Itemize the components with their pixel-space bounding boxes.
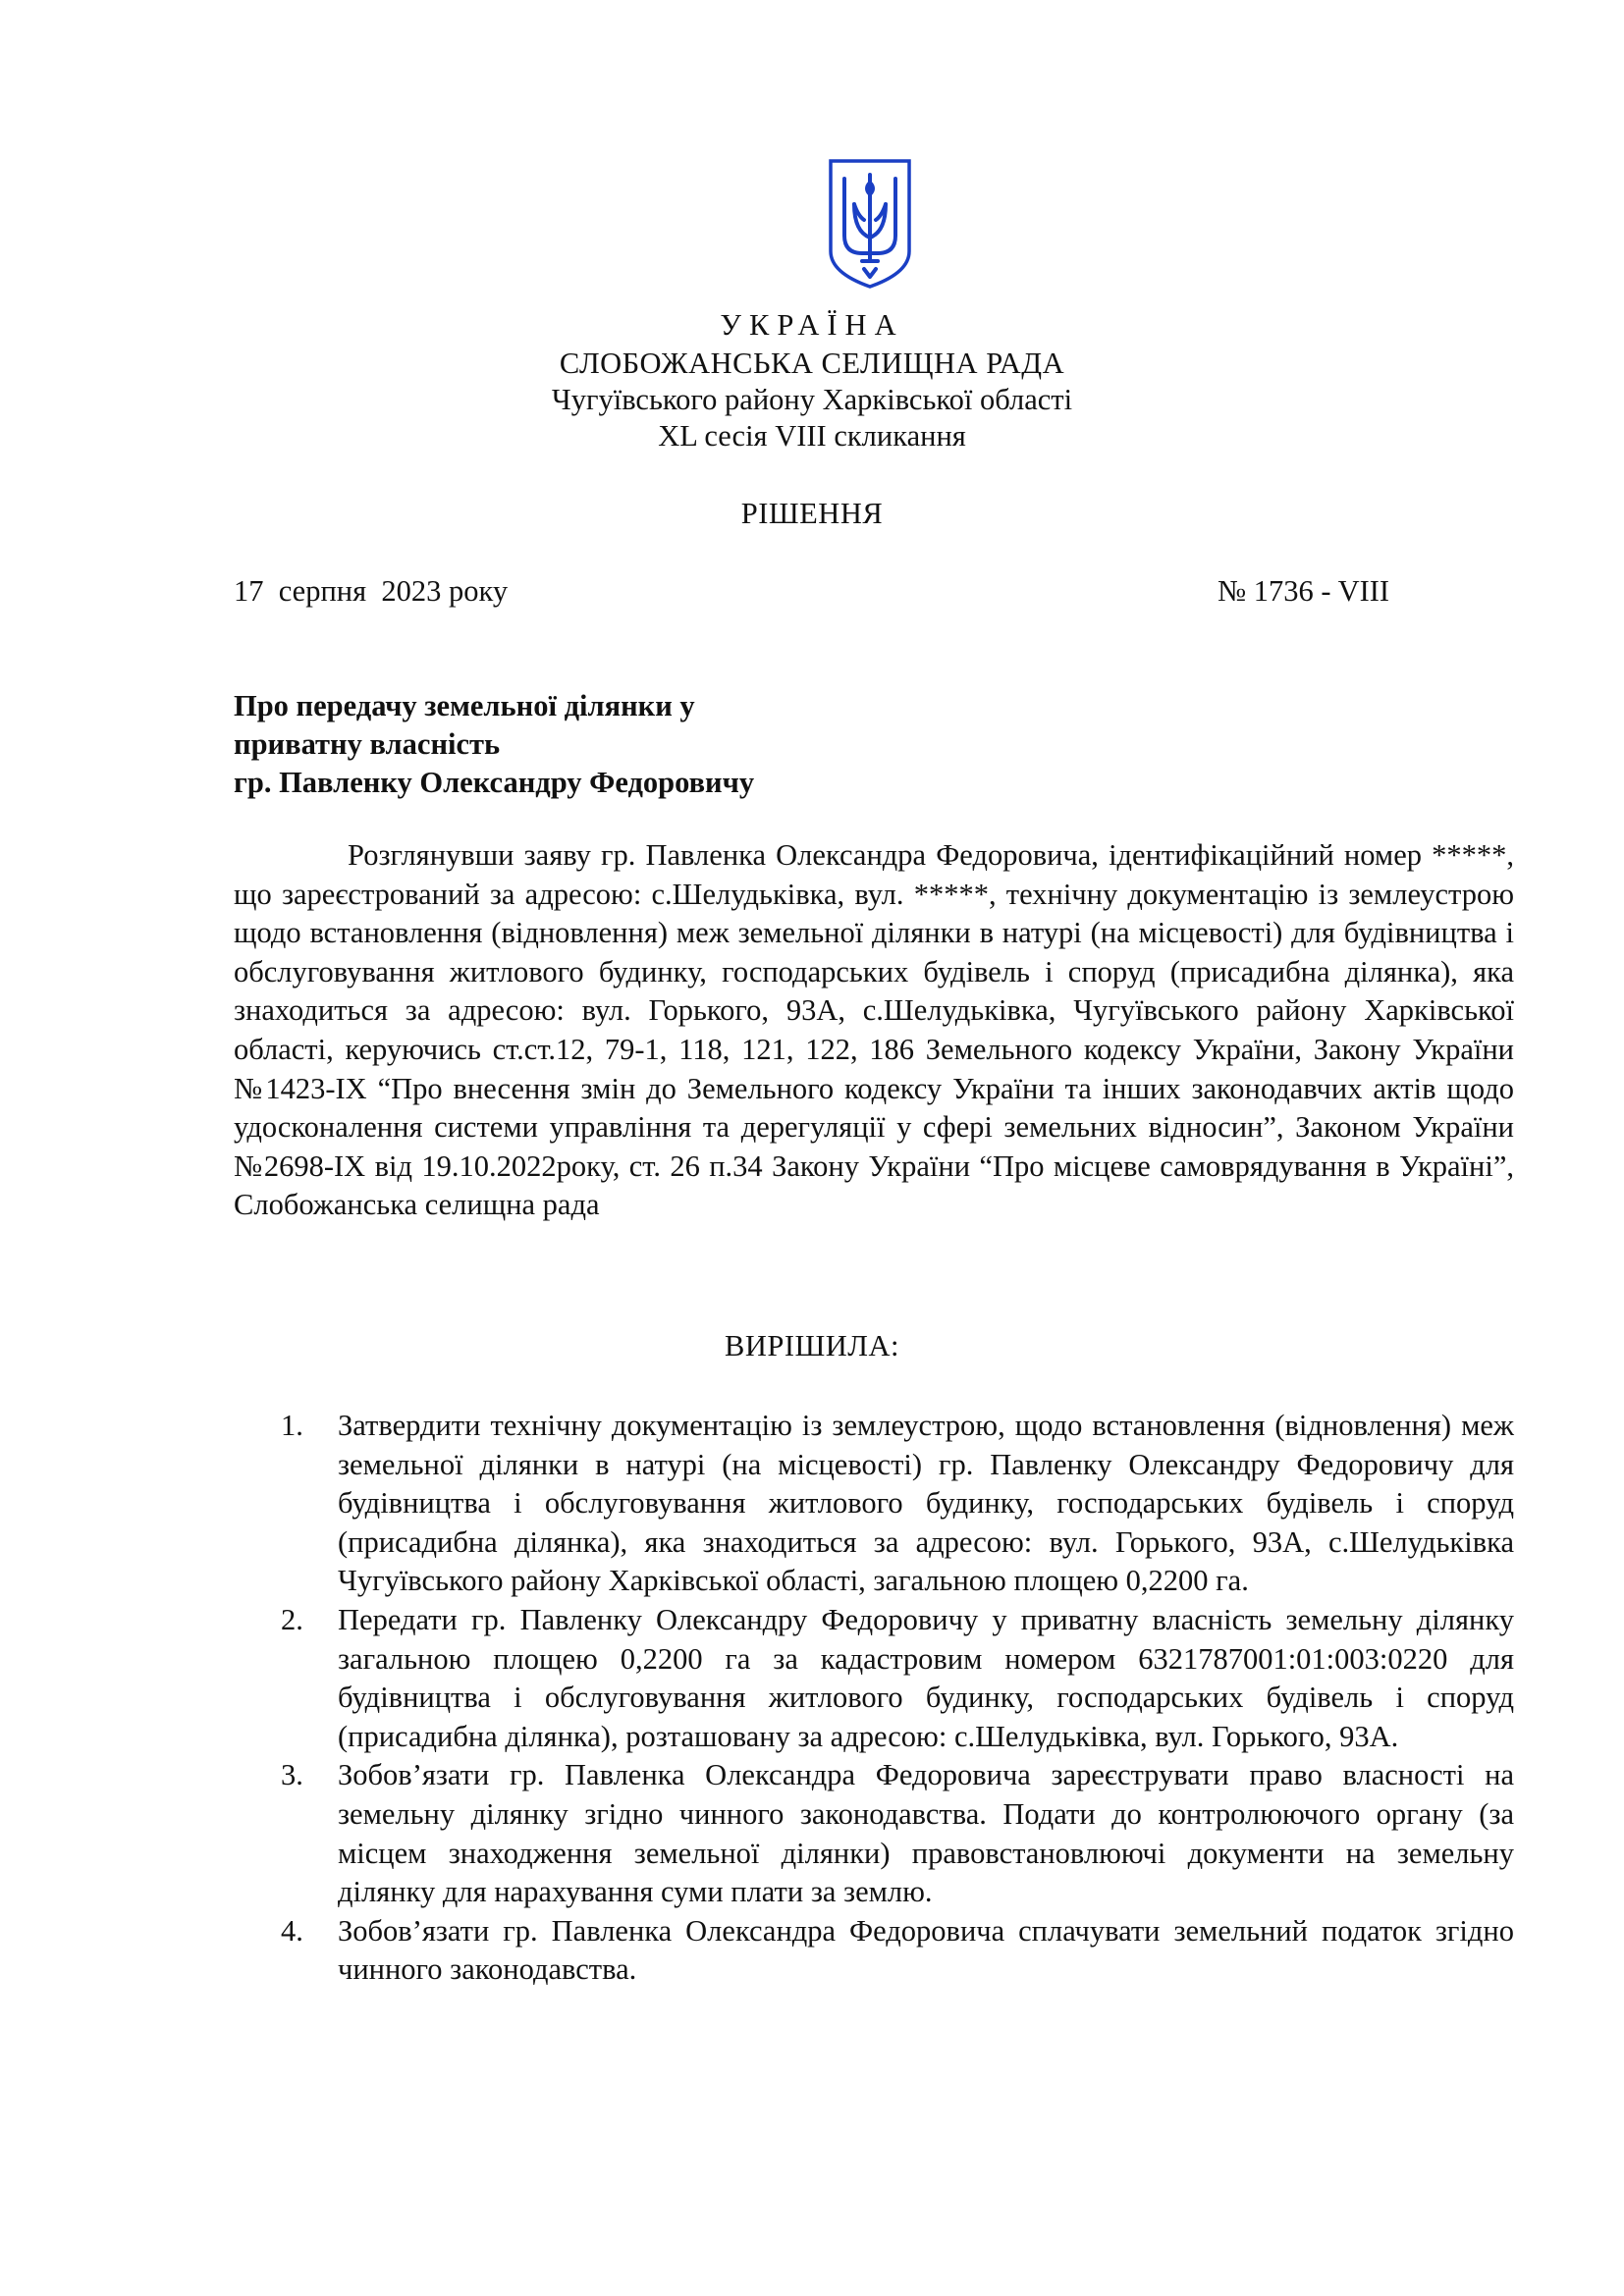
item-text: Зобов’язати гр. Павленка Олександра Федоровича сплачувати земельний податок згідно чинного законодавства. — [338, 1913, 1514, 1987]
item-number: 1. — [281, 1409, 303, 1442]
decision-title — [234, 687, 1117, 802]
district-name: Чугуївського району Харківської області — [551, 383, 1073, 416]
country-name: УКРАЇНА — [720, 308, 904, 342]
coat-of-arms-icon — [825, 155, 915, 291]
item-number: 4. — [281, 1913, 303, 1948]
item-text: Затвердити технічну документацію із землеустрою, щодо встановлення (відновлення) меж земельної ділянки в натурі (на місцевості) гр. Павленку Олександру Федоровичу для будівництва і обслуговування житлового будинку, господарських будівель і споруд (присадибна ділянка), яка знаходиться за адресою: вул. Горького, 93А, с.Шелудьківка Чугуївського району Харківської області, загальною площею 0,2200 га. — [338, 1409, 1514, 1598]
decided-heading: ВИРІШИЛА: — [725, 1329, 899, 1362]
item-number: 3. — [281, 1758, 303, 1792]
item-text: Зобов’язати гр. Павленка Олександра Федоровича зареєструвати право власності на земельну ділянку згідно чинного законодавства. Подати до контролюючого органу (за місцем знаходження земельної ділянки) правовстановлюючі документи на земельну ділянку для нарахування суми плати за землю. — [338, 1758, 1514, 1909]
document-type: РІШЕННЯ — [740, 497, 884, 530]
list-item — [281, 1407, 1514, 1601]
item-text: Передати гр. Павленку Олександру Федоровичу у приватну власність земельну ділянку загальною площею 0,2200 га за кадастровим номером 6321787001:01:003:0220 для будівництва і обслуговування житлового будинку, господарських будівель і споруд (присадибна ділянка), розташовану за адресою: с.Шелудьківка, вул. Горького, 93А. — [338, 1602, 1514, 1753]
decision-date: 17 серпня 2023 року — [234, 574, 509, 608]
preamble-paragraph: Розглянувши заяву гр. Павленка Олександра Федоровича, ідентифікаційний номер *****, що зареєстрований за адресою: с.Шелудьківка, вул. *****, технічну документацію із землеустрою щодо встановлення (відновлення) меж земельної ділянки в натурі (на місцевості) для будівництва і обслуговування житлового будинку, господарських будівель і споруд (присадибна ділянка), яка знаходиться за адресою: вул. Горького, 93А, с.Шелудьківка, Чугуївського району Харківської області, керуючись ст.ст.12, 79-1, 118, 121, 122, 186 Земельного кодексу України, Закону України №1423-IX “Про внесення змін до Земельного кодексу України та інших законодавчих актів щодо удосконалення системи управління та дерегуляції у сфері земельних відносин”, Законом України №2698-IX від 19.10.2022року, ст. 26 п.34 Закону України “Про місцеве самоврядування в Україні”, Слобожанська селищна рада — [234, 838, 1514, 1222]
council-name: СЛОБОЖАНСЬКА СЕЛИЩНА РАДА — [559, 347, 1065, 380]
list-item — [281, 1756, 1514, 1911]
title-line: приватну власність — [234, 727, 501, 761]
title-line: Про передачу земельної ділянки у — [234, 689, 695, 722]
title-line: гр. Павленку Олександру Федоровичу — [234, 766, 755, 799]
decision-number: № 1736 - VIII — [1218, 574, 1390, 608]
list-item — [281, 1601, 1514, 1756]
decision-items-list — [281, 1407, 1514, 1990]
list-item — [281, 1912, 1514, 1990]
item-number: 2. — [281, 1602, 303, 1636]
session-name: XL сесія VIII скликання — [658, 419, 966, 453]
